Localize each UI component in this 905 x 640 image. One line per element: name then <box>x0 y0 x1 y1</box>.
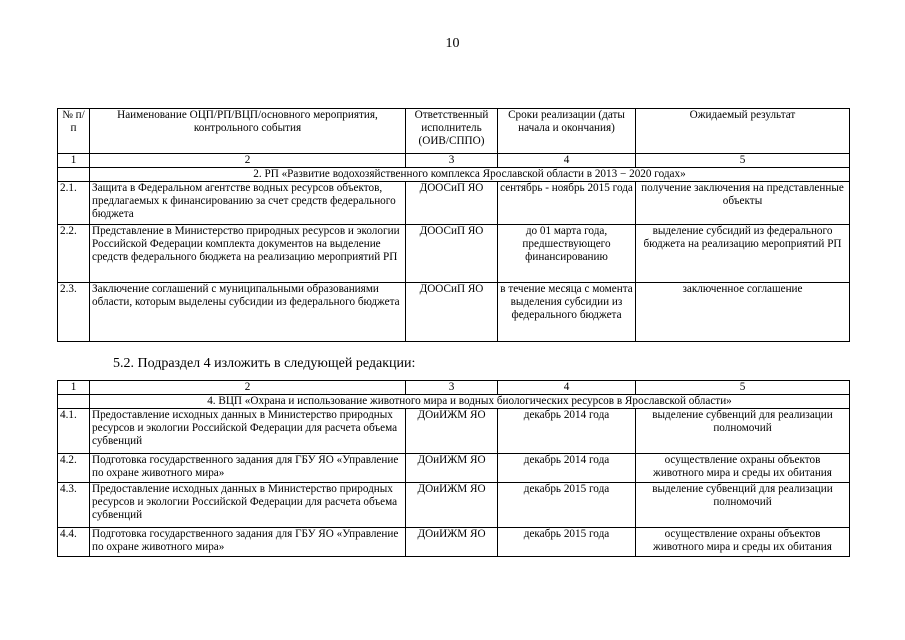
row-name: Предоставление исходных данных в Министерство природных ресурсов и экологии Российской Федерации для расчета объема субвенций <box>90 483 406 528</box>
measures-table-section-4 <box>57 380 850 557</box>
page-number: 10 <box>445 36 460 51</box>
table-row <box>58 225 850 283</box>
column-number: 3 <box>406 381 498 395</box>
row-executor: ДООСиП ЯО <box>406 283 498 342</box>
row-result: осуществление охраны объектов животного мира и среды их обитания <box>636 528 850 557</box>
row-result: осуществление охраны объектов животного мира и среды их обитания <box>636 454 850 483</box>
row-terms: до 01 марта года, предшествующего финансированию <box>498 225 636 283</box>
row-result: получение заключения на представленные объекты <box>636 182 850 225</box>
row-executor: ДОиИЖМ ЯО <box>406 483 498 528</box>
table-row <box>58 528 850 557</box>
measures-table-section-2 <box>57 108 850 342</box>
row-terms: декабрь 2014 года <box>498 454 636 483</box>
row-result: выделение субсидий из федерального бюджета на реализацию мероприятий РП <box>636 225 850 283</box>
column-number: 3 <box>406 154 498 168</box>
row-name: Предоставление исходных данных в Министерство природных ресурсов и экологии Российской Федерации для расчета объема субвенций <box>90 409 406 454</box>
row-terms: декабрь 2014 года <box>498 409 636 454</box>
header-name: Наименование ОЦП/РП/ВЦП/основного мероприятия, контрольного события <box>90 109 406 154</box>
header-num: № п/п <box>58 109 90 154</box>
row-terms: декабрь 2015 года <box>498 483 636 528</box>
column-number: 5 <box>636 154 850 168</box>
row-executor: ДОиИЖМ ЯО <box>406 528 498 557</box>
row-name: Заключение соглашений с муниципальными образованиями области, которым выделены субсидии из федерального бюджета <box>90 283 406 342</box>
section-title: 2. РП «Развитие водохозяйственного комплекса Ярославской области в 2013 − 2020 годах» <box>90 168 850 182</box>
empty-cell <box>58 395 90 409</box>
row-num: 4.4. <box>58 528 90 557</box>
table-row <box>58 483 850 528</box>
column-number: 2 <box>90 154 406 168</box>
table-row <box>58 283 850 342</box>
row-num: 4.3. <box>58 483 90 528</box>
section-row <box>58 395 850 409</box>
row-num: 4.1. <box>58 409 90 454</box>
column-number: 4 <box>498 154 636 168</box>
column-number: 5 <box>636 381 850 395</box>
row-terms: сентябрь - ноябрь 2015 года <box>498 182 636 225</box>
table-header-row <box>58 109 850 154</box>
row-name: Защита в Федеральном агентстве водных ресурсов объектов, предлагаемых к финансированию за счет средств федерального бюджета <box>90 182 406 225</box>
table-row <box>58 182 850 225</box>
empty-cell <box>58 168 90 182</box>
row-terms: декабрь 2015 года <box>498 528 636 557</box>
column-number: 1 <box>58 381 90 395</box>
row-num: 2.3. <box>58 283 90 342</box>
row-terms: в течение месяца с момента выделения субсидии из федерального бюджета <box>498 283 636 342</box>
column-number: 4 <box>498 381 636 395</box>
column-number-row <box>58 154 850 168</box>
row-executor: ДООСиП ЯО <box>406 182 498 225</box>
row-name: Представление в Министерство природных ресурсов и экологии Российской Федерации комплекта документов на выделение средств федерального бюджета на реализацию мероприятий РП <box>90 225 406 283</box>
row-num: 2.1. <box>58 182 90 225</box>
subsection-heading: 5.2. Подраздел 4 изложить в следующей редакции: <box>113 356 416 371</box>
row-result: выделение субвенций для реализации полномочий <box>636 409 850 454</box>
column-number-row <box>58 381 850 395</box>
row-executor: ДОиИЖМ ЯО <box>406 409 498 454</box>
column-number: 1 <box>58 154 90 168</box>
row-result: выделение субвенций для реализации полномочий <box>636 483 850 528</box>
column-number: 2 <box>90 381 406 395</box>
header-result: Ожидаемый результат <box>636 109 850 154</box>
row-executor: ДООСиП ЯО <box>406 225 498 283</box>
row-executor: ДОиИЖМ ЯО <box>406 454 498 483</box>
section-row <box>58 168 850 182</box>
row-name: Подготовка государственного задания для ГБУ ЯО «Управление по охране животного мира» <box>90 528 406 557</box>
table-row <box>58 409 850 454</box>
header-terms: Сроки реализации (даты начала и окончания) <box>498 109 636 154</box>
section-title: 4. ВЦП «Охрана и использование животного мира и водных биологических ресурсов в Ярославской области» <box>90 395 850 409</box>
row-result: заключенное соглашение <box>636 283 850 342</box>
row-num: 4.2. <box>58 454 90 483</box>
row-num: 2.2. <box>58 225 90 283</box>
row-name: Подготовка государственного задания для ГБУ ЯО «Управление по охране животного мира» <box>90 454 406 483</box>
header-executor: Ответственный исполнитель (ОИВ/СППО) <box>406 109 498 154</box>
table-row <box>58 454 850 483</box>
